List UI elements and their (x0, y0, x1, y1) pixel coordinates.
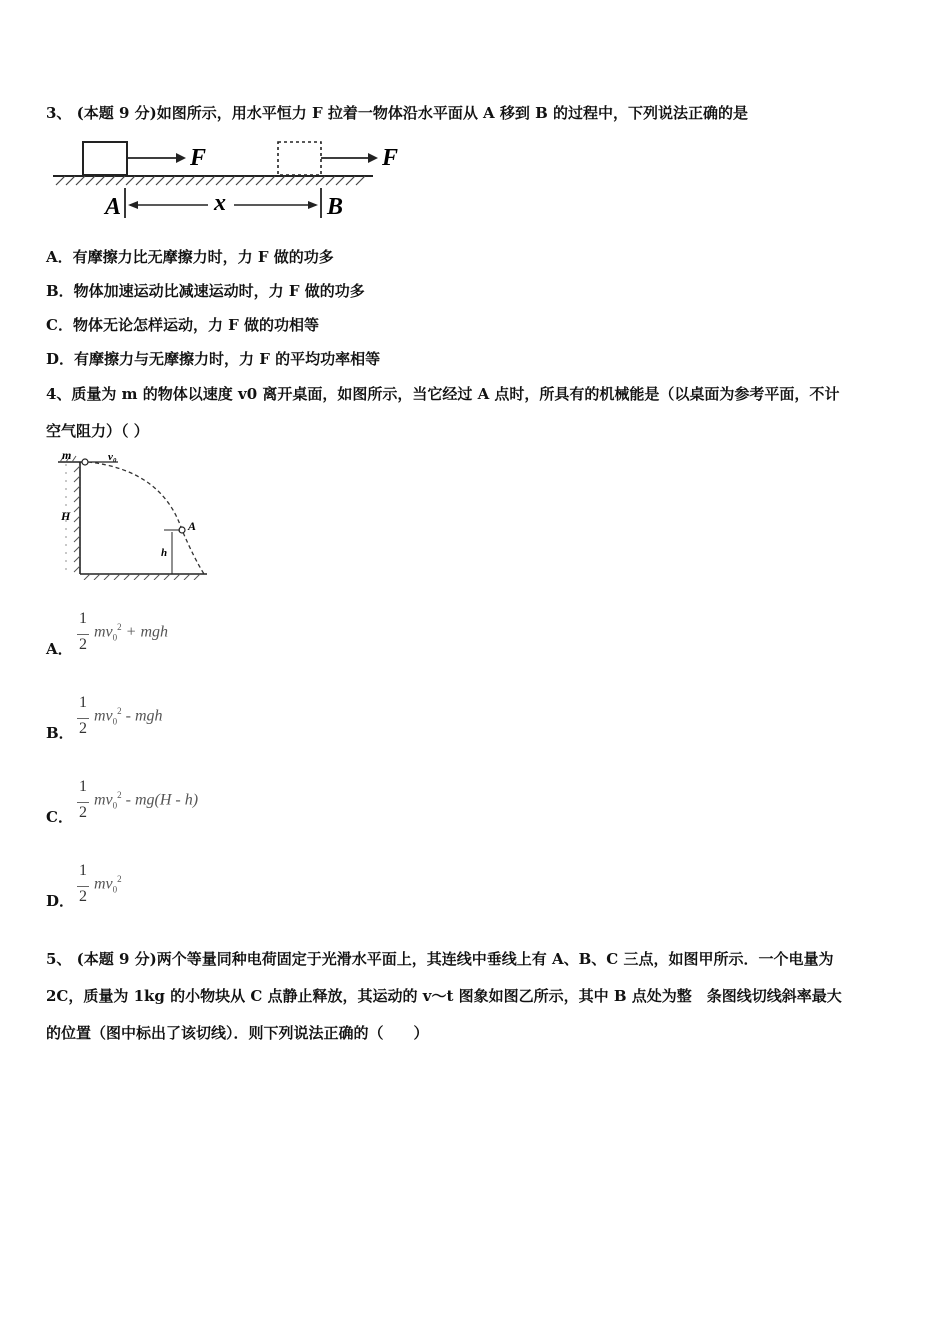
numerator: 1 (79, 694, 87, 711)
denominator: 2 (79, 720, 87, 737)
force-arrow-2 (368, 153, 378, 163)
q3-figure (48, 138, 408, 223)
height-a-label: h (161, 547, 168, 559)
point-a-label: A (105, 194, 122, 220)
q3-option-d: D．有摩擦力与无摩擦力时，力 F 的平均功率相等 (46, 350, 381, 368)
distance-label: x (214, 190, 226, 216)
denominator: 2 (79, 804, 87, 821)
velocity-label: v₀ (108, 451, 117, 463)
q4-option-a-label: A． (46, 640, 73, 658)
fraction-bar (77, 634, 89, 635)
q3-option-c: C．物体无论怎样运动，力 F 做的功相等 (46, 316, 320, 334)
point-a-label-q4: A (188, 519, 197, 533)
ground-hatching-q4 (84, 574, 200, 580)
force-label-2: F (382, 145, 399, 171)
numerator: 1 (79, 862, 87, 879)
expression: $mv_0^2$ - mgh (94, 706, 163, 727)
ground-hatching (56, 176, 365, 185)
mass-label: m (62, 448, 72, 462)
expression: $mv_0^2$ + mgh (94, 622, 169, 643)
fraction-bar (77, 718, 89, 719)
expression: $mv_0^2$ (94, 874, 122, 895)
ball (82, 459, 88, 465)
q4-stem-line1: 4、质量为 m 的物体以速度 v0 离开桌面，如图所示，当它经过 A 点时，所具有的机械能是（以桌面为参考平面，不计 (46, 385, 840, 403)
block-at-b (278, 142, 321, 175)
height-total-label: H (61, 509, 71, 523)
force-arrow-1 (176, 153, 186, 163)
q4-stem-line2: 空气阻力）（ ） (46, 422, 149, 440)
fraction-bar (77, 886, 89, 887)
wall-hatching (74, 466, 80, 572)
force-label-1: F (190, 145, 207, 171)
q5-line1: 5、 (本题 9 分)两个等量同种电荷固定于光滑水平面上，其连线中垂线上有 A、B、C 三点，如图甲所示．一个电量为 (46, 950, 834, 968)
q4-option-b-label: B． (46, 724, 74, 742)
trajectory (88, 462, 204, 574)
q4-option-c-label: C． (46, 808, 73, 826)
q5-line2: 2C，质量为 1kg 的小物块从 C 点静止释放，其运动的 v～t 图象如图乙所示，其中 B 点处为整 条图线切线斜率最大 (46, 987, 842, 1005)
q3-stem: 3、 (本题 9 分)如图所示，用水平恒力 F 拉着一物体沿水平面从 A 移到 B 的过程中，下列说法正确的是 (46, 104, 749, 122)
point-b-label: B (327, 194, 344, 220)
q3-option-b: B．物体加速运动比减速运动时，力 F 做的功多 (46, 282, 365, 300)
q3-option-a: A．有摩擦力比无摩擦力时，力 F 做的功多 (46, 248, 334, 266)
q5-line3: 的位置（图中标出了该切线）．则下列说法正确的（ ） (46, 1024, 429, 1042)
q4-option-d-label: D． (46, 892, 75, 910)
q4-figure (52, 448, 212, 580)
denominator: 2 (79, 636, 87, 653)
expression: $mv_0^2 - mg(H - h)$ (94, 790, 199, 811)
block-at-a (83, 142, 127, 175)
denominator: 2 (79, 888, 87, 905)
numerator: 1 (79, 610, 87, 627)
numerator: 1 (79, 778, 87, 795)
fraction-bar (77, 802, 89, 803)
